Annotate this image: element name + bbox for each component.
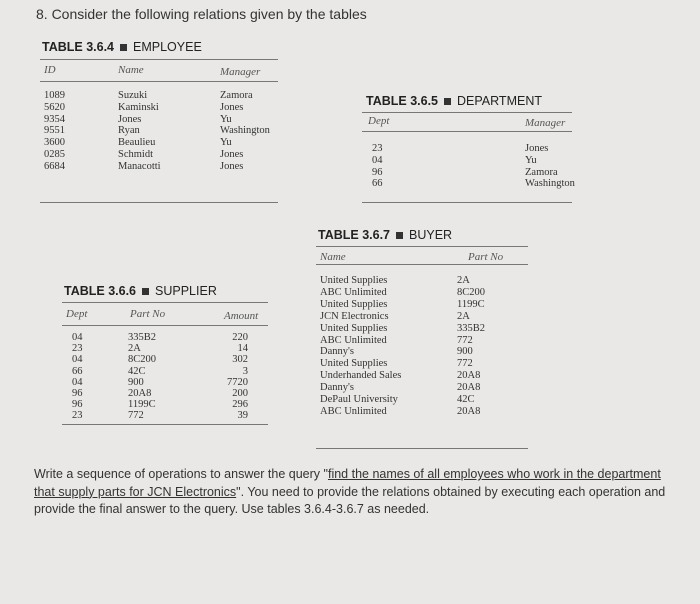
supplier-amount-cell: 296: [232, 399, 248, 411]
buyer-part-cell: 2A: [457, 275, 470, 286]
employee-id-cell: 0285: [44, 148, 65, 160]
supplier-part-cell: 900: [128, 376, 144, 388]
buyer-part-cell: 42C: [457, 394, 475, 406]
department-dept-cell: 66: [372, 178, 383, 190]
buyer-part-cell: 8C200: [457, 286, 486, 298]
instructions-part-1: Write a sequence of operations to answer the query ": [34, 467, 328, 481]
buyer-name-cell: JCN Electronics: [320, 310, 389, 322]
supplier-part-cell: 1199C: [128, 399, 156, 411]
buyer-name-cell: United Supplies: [320, 358, 388, 370]
supplier-dept-cell: 66: [72, 365, 83, 377]
employee-name-column: [118, 90, 161, 173]
employee-top-rule: [40, 59, 278, 60]
employee-manager-cell: Yu: [220, 137, 232, 149]
supplier-dept-cell: 04: [72, 376, 83, 388]
department-caption-name: DEPARTMENT: [457, 94, 542, 108]
caption-square-icon: [396, 232, 403, 239]
employee-name-cell: Beaulieu: [118, 137, 156, 149]
question-heading: 8. Consider the following relations given by the tables: [36, 6, 367, 22]
employee-bottom-rule: [40, 202, 278, 203]
employee-manager-cell: Jones: [220, 101, 244, 113]
query-text: find the names of all employees who work in the department that supply parts for JCN Electronics: [34, 467, 661, 499]
employee-id-cell: 5620: [44, 101, 65, 113]
employee-caption: [42, 40, 202, 54]
supplier-caption: [64, 284, 217, 298]
department-header-manager: Manager: [525, 117, 566, 129]
supplier-part-cell: 8C200: [128, 354, 157, 366]
employee-manager-cell: Yu: [220, 113, 232, 125]
buyer-name-cell: ABC Unlimited: [320, 334, 387, 346]
supplier-dept-cell: 23: [72, 410, 83, 422]
buyer-caption-number: TABLE 3.6.7: [318, 228, 391, 242]
employee-header-id: ID: [44, 64, 56, 76]
department-header-rule: [362, 131, 572, 132]
supplier-amount-cell: 3: [242, 365, 248, 377]
supplier-header-rule: [62, 325, 268, 326]
department-dept-column: [372, 143, 383, 190]
buyer-part-cell: 335B2: [457, 322, 486, 334]
caption-square-icon: [444, 98, 451, 105]
department-manager-column: [525, 143, 575, 190]
department-dept-cell: 96: [372, 166, 383, 178]
employee-manager-cell: Zamora: [220, 90, 253, 101]
employee-id-cell: 9354: [44, 113, 65, 125]
employee-manager-column: [220, 90, 270, 173]
department-top-rule: [362, 112, 572, 113]
buyer-header-rule: [316, 264, 528, 265]
employee-name-cell: Jones: [118, 113, 142, 125]
buyer-name-column: [320, 275, 401, 418]
supplier-header-dept: Dept: [66, 308, 88, 320]
supplier-part-cell: 20A8: [128, 388, 152, 400]
employee-id-cell: 1089: [44, 90, 65, 101]
buyer-name-cell: DePaul University: [320, 394, 398, 406]
employee-header-rule: [40, 81, 278, 82]
buyer-part-cell: 20A8: [457, 370, 481, 382]
buyer-header-part: Part No: [468, 251, 504, 263]
buyer-name-cell: ABC Unlimited: [320, 405, 387, 417]
buyer-bottom-rule: [316, 448, 528, 449]
supplier-dept-cell: 04: [72, 332, 83, 343]
department-manager-cell: Washington: [525, 178, 575, 190]
supplier-dept-column: [72, 332, 83, 422]
supplier-amount-column: [218, 332, 248, 422]
supplier-amount-cell: 200: [232, 388, 248, 400]
instructions-paragraph: [34, 466, 674, 519]
buyer-part-cell: 20A8: [457, 405, 481, 417]
department-manager-cell: Zamora: [525, 166, 558, 178]
supplier-dept-cell: 04: [72, 354, 83, 366]
buyer-part-cell: 20A8: [457, 382, 481, 394]
supplier-dept-cell: 23: [72, 343, 83, 355]
department-caption-number: TABLE 3.6.5: [366, 94, 439, 108]
supplier-bottom-rule: [62, 424, 268, 425]
supplier-header-part: Part No: [130, 308, 166, 320]
employee-name-cell: Kaminski: [118, 101, 159, 113]
buyer-name-cell: Danny's: [320, 346, 354, 358]
employee-id-cell: 3600: [44, 137, 65, 149]
employee-name-cell: Manacotti: [118, 160, 161, 172]
supplier-dept-cell: 96: [72, 399, 83, 411]
supplier-amount-cell: 220: [232, 332, 248, 343]
department-header-dept: Dept: [368, 115, 390, 127]
supplier-part-cell: 772: [128, 410, 144, 422]
buyer-part-cell: 772: [457, 358, 473, 370]
caption-square-icon: [142, 288, 149, 295]
supplier-part-cell: 42C: [128, 365, 146, 377]
buyer-name-cell: Underhanded Sales: [320, 370, 402, 382]
department-caption: [366, 94, 542, 108]
department-manager-cell: Jones: [525, 143, 549, 154]
employee-name-cell: Schmidt: [118, 148, 154, 160]
supplier-amount-cell: 302: [232, 354, 248, 366]
supplier-header-amount: Amount: [224, 310, 259, 322]
supplier-part-cell: 2A: [128, 343, 141, 355]
employee-name-cell: Ryan: [118, 125, 140, 137]
buyer-part-cell: 772: [457, 334, 473, 346]
employee-caption-name: EMPLOYEE: [133, 40, 202, 54]
employee-caption-number: TABLE 3.6.4: [42, 40, 115, 54]
supplier-part-column: [128, 332, 156, 422]
buyer-part-column: [457, 275, 485, 418]
instructions-part-2: ". You need to provide the relations obtained by executing each operation and provide the final answer to the query. Use tables 3.6.4-3.6.7 as needed.: [34, 484, 666, 516]
department-bottom-rule: [362, 202, 572, 203]
buyer-name-cell: Danny's: [320, 382, 354, 394]
buyer-name-cell: United Supplies: [320, 322, 388, 334]
buyer-part-cell: 900: [457, 346, 473, 358]
department-manager-cell: Yu: [525, 154, 537, 166]
employee-manager-cell: Jones: [220, 148, 244, 160]
supplier-dept-cell: 96: [72, 388, 83, 400]
buyer-part-cell: 2A: [457, 310, 470, 322]
employee-manager-cell: Jones: [220, 160, 244, 172]
buyer-caption: [318, 228, 452, 242]
supplier-part-cell: 335B2: [128, 332, 157, 343]
buyer-name-cell: United Supplies: [320, 298, 388, 310]
employee-id-cell: 9551: [44, 125, 65, 137]
employee-id-cell: 6684: [44, 160, 65, 172]
buyer-caption-name: BUYER: [409, 228, 453, 242]
supplier-caption-number: TABLE 3.6.6: [64, 284, 137, 298]
supplier-amount-cell: 39: [237, 410, 248, 422]
supplier-top-rule: [62, 302, 268, 303]
buyer-part-cell: 1199C: [457, 298, 485, 310]
buyer-name-cell: ABC Unlimited: [320, 286, 387, 298]
employee-manager-cell: Washington: [220, 125, 270, 137]
department-dept-cell: 23: [372, 143, 383, 154]
department-dept-cell: 04: [372, 154, 383, 166]
supplier-caption-name: SUPPLIER: [155, 284, 217, 298]
employee-header-name: Name: [118, 64, 144, 76]
employee-header-manager: Manager: [220, 66, 261, 78]
supplier-amount-cell: 7720: [227, 376, 248, 388]
caption-square-icon: [120, 44, 127, 51]
employee-id-column: [44, 90, 65, 173]
buyer-header-name: Name: [320, 251, 346, 263]
buyer-name-cell: United Supplies: [320, 275, 388, 286]
supplier-amount-cell: 14: [237, 343, 248, 355]
employee-name-cell: Suzuki: [118, 90, 148, 101]
buyer-top-rule: [316, 246, 528, 247]
